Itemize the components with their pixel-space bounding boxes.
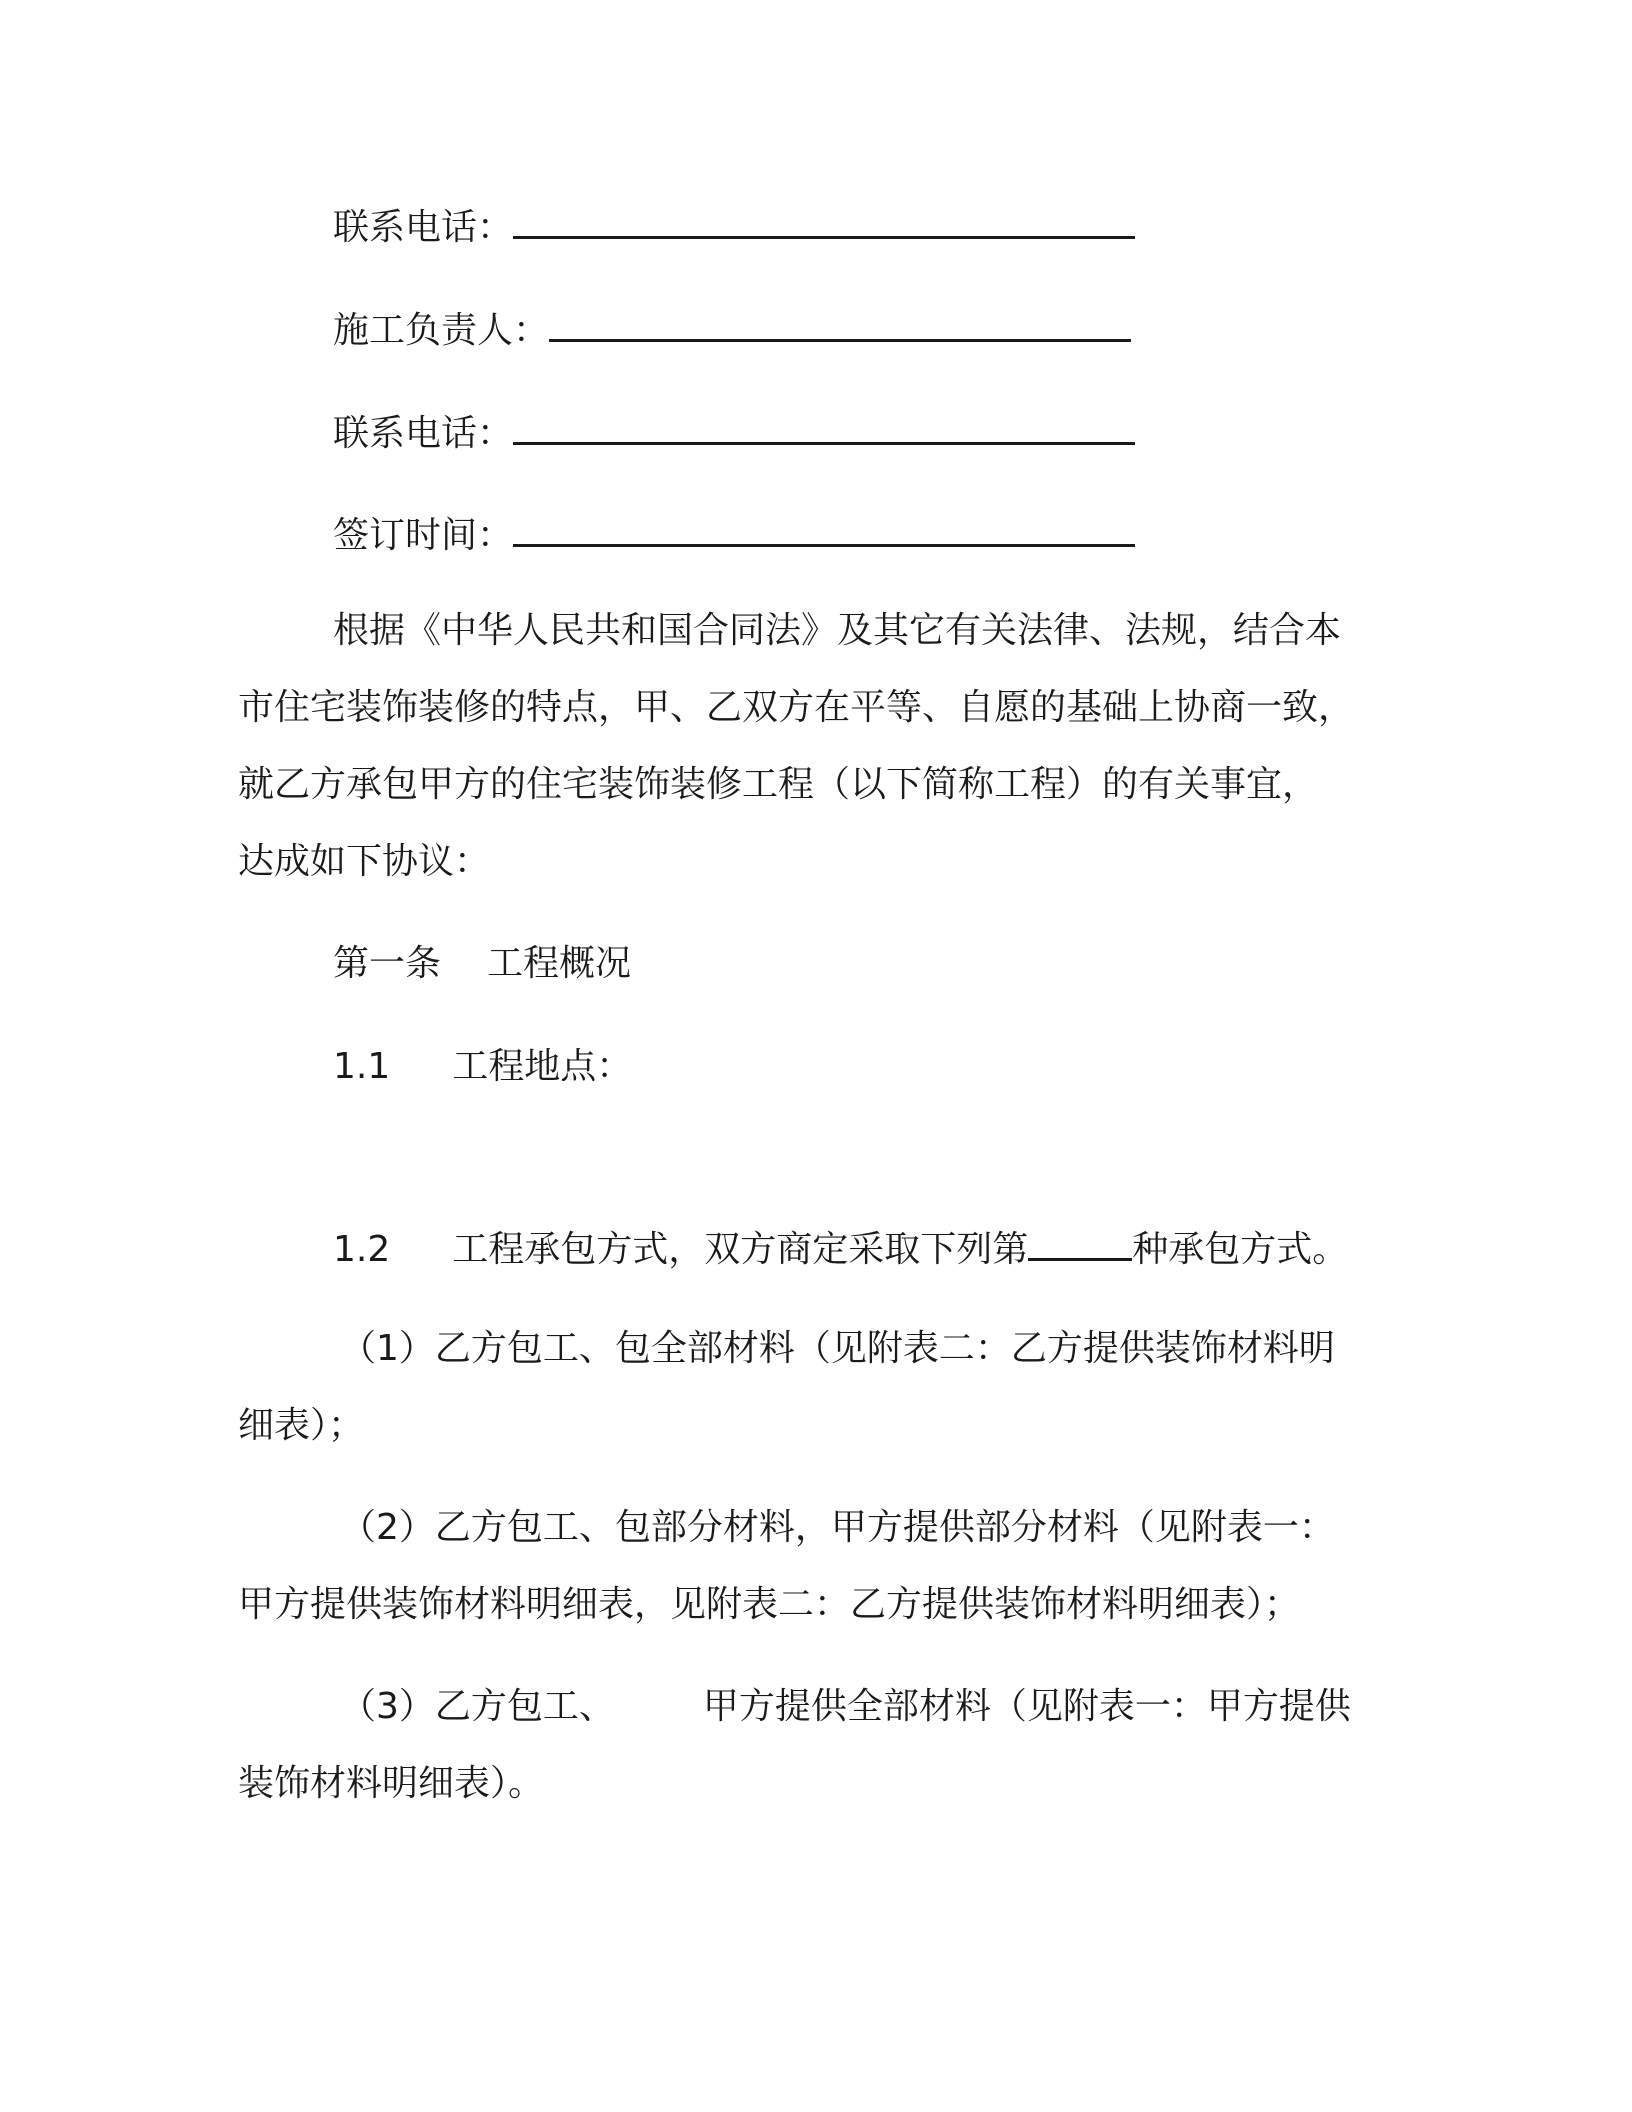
clause-number: 1.1 xyxy=(333,1046,391,1087)
contact-phone-field-1 xyxy=(333,206,1135,246)
field-label: 联系电话： xyxy=(333,207,514,248)
fill-in-blank[interactable] xyxy=(549,309,1131,342)
clause-text-end: 种承包方式。 xyxy=(1132,1229,1349,1270)
field-label: 签订时间： xyxy=(333,515,514,556)
preamble-line-4: 达成如下协议： xyxy=(238,841,491,882)
fill-in-blank[interactable] xyxy=(513,206,1135,239)
field-label: 施工负责人： xyxy=(333,310,550,351)
signing-date-field xyxy=(333,514,1135,554)
contact-phone-field-2 xyxy=(333,412,1135,452)
option-2-line-2: 甲方提供装饰材料明细表，见附表二：乙方提供装饰材料明细表）； xyxy=(238,1584,1301,1625)
article-1-heading xyxy=(333,943,632,984)
preamble-line-2: 市住宅装饰装修的特点，甲、乙双方在平等、自愿的基础上协商一致， xyxy=(238,687,1355,728)
clause-number: 1.2 xyxy=(333,1229,391,1270)
option-3-text-a: （3）乙方包工、 xyxy=(340,1686,615,1727)
clause-text: 工程承包方式，双方商定采取下列第 xyxy=(452,1229,1029,1270)
option-number-blank[interactable] xyxy=(1028,1228,1132,1261)
fill-in-blank[interactable] xyxy=(513,412,1135,445)
fill-in-blank[interactable] xyxy=(513,514,1135,547)
clause-1-1 xyxy=(333,1046,633,1087)
option-2-line-1: （2）乙方包工、包部分材料，甲方提供部分材料（见附表一： xyxy=(340,1507,1335,1548)
option-3-text-b: 甲方提供全部材料（见附表一：甲方提供 xyxy=(702,1686,1351,1727)
option-1-line-1: （1）乙方包工、包全部材料（见附表二：乙方提供装饰材料明 xyxy=(340,1328,1335,1369)
clause-text: 工程地点： xyxy=(452,1046,633,1087)
construction-manager-field xyxy=(333,309,1131,349)
clause-1-2 xyxy=(333,1228,1348,1268)
option-1-line-2: 细表）； xyxy=(238,1405,365,1446)
option-3-line-2: 装饰材料明细表）。 xyxy=(238,1763,545,1804)
preamble-line-3: 就乙方承包甲方的住宅装饰装修工程（以下简称工程）的有关事宜， xyxy=(238,764,1319,805)
field-label: 联系电话： xyxy=(333,413,514,454)
article-title: 工程概况 xyxy=(487,943,632,984)
preamble-line-1: 根据《中华人民共和国合同法》及其它有关法律、法规，结合本 xyxy=(333,610,1342,651)
article-number: 第一条 xyxy=(333,943,442,984)
option-3-line-1 xyxy=(340,1686,1351,1727)
